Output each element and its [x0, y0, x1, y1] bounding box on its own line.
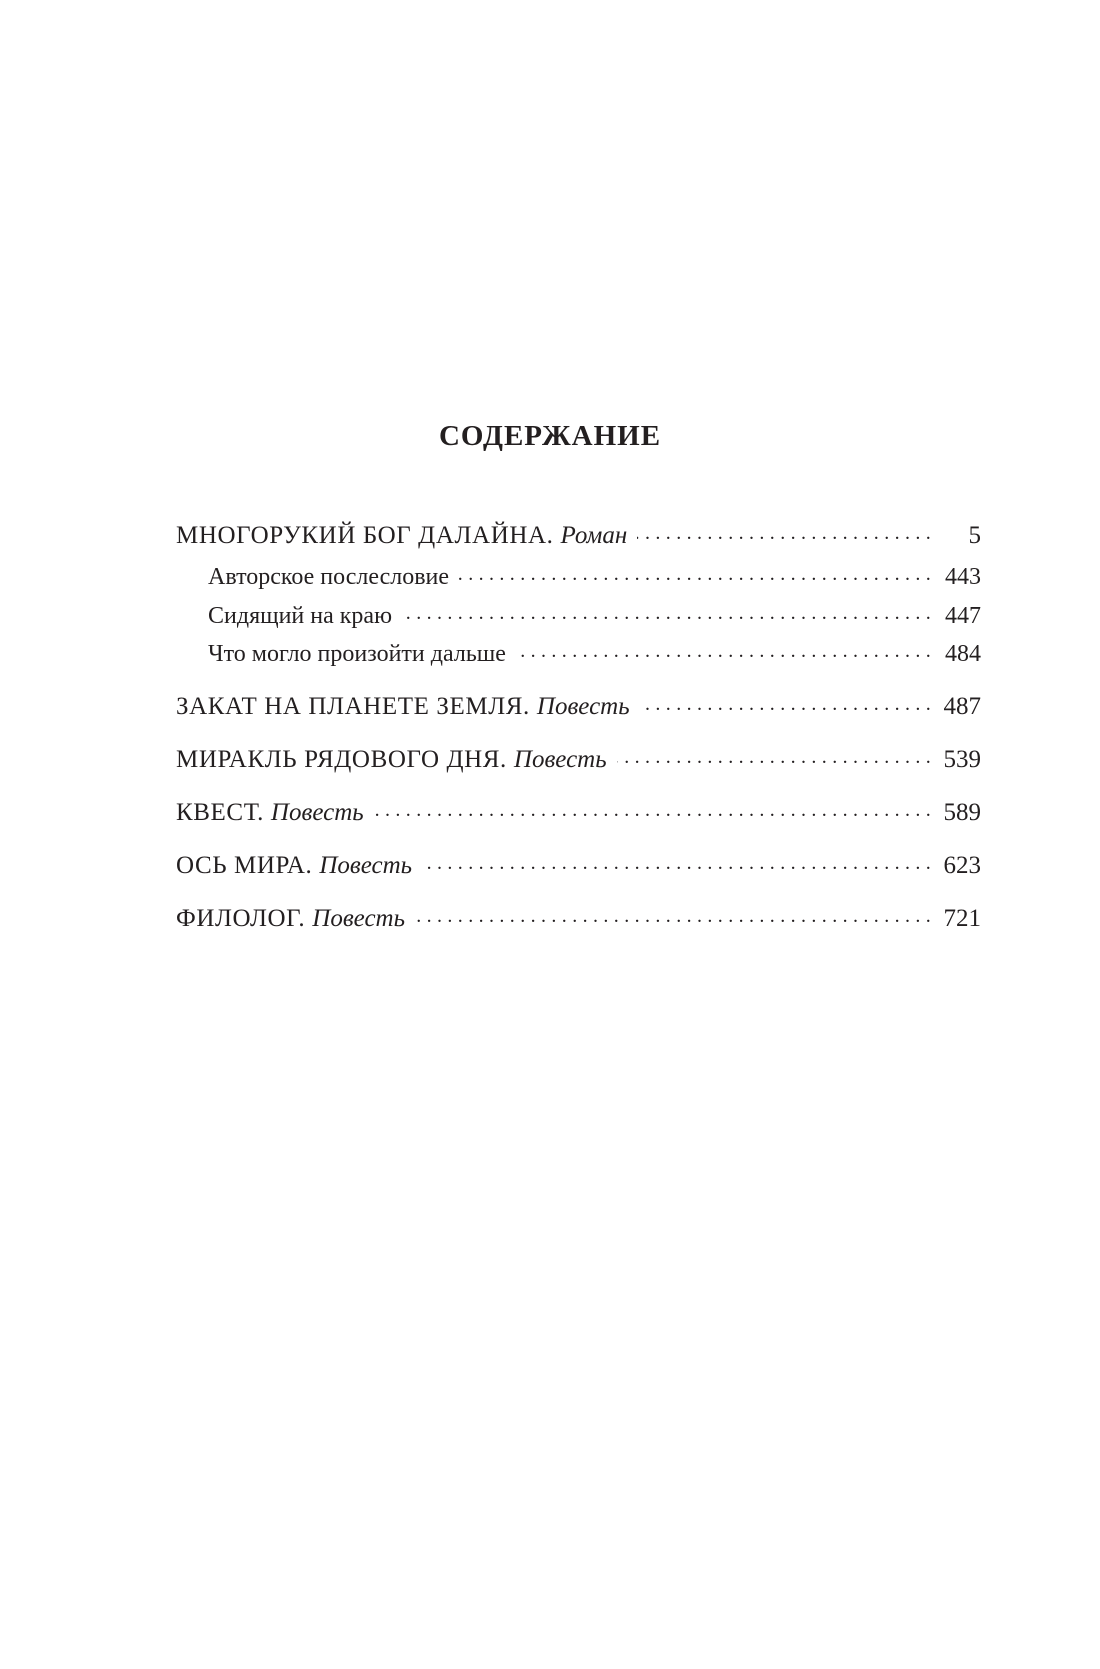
toc-entry — [176, 903, 981, 935]
entry-title: ФИЛОЛОГ. — [176, 905, 306, 932]
dot-leader — [459, 564, 931, 584]
entry-page-number: 5 — [968, 522, 981, 549]
entry-genre: Повесть — [319, 852, 413, 879]
entry-page-number: 484 — [945, 641, 981, 667]
dot-leader — [516, 641, 931, 661]
entry-page-number: 447 — [945, 603, 981, 629]
dot-leader — [415, 906, 931, 926]
entry-page-number: 589 — [943, 799, 981, 826]
entry-title: Авторское послесловие — [208, 564, 450, 590]
entry-page-number: 539 — [943, 746, 981, 773]
entry-title: Что могло произойти дальше — [208, 641, 506, 667]
entry-page-number: 443 — [945, 564, 981, 590]
dot-leader — [640, 694, 931, 714]
dot-leader — [422, 853, 931, 873]
entry-genre: Повесть — [513, 746, 607, 773]
entry-page-number: 487 — [943, 693, 981, 720]
entry-title: Сидящий на краю — [208, 603, 393, 629]
entry-title: ОСЬ МИРА. — [176, 852, 313, 879]
entry-page-number: 623 — [943, 852, 981, 879]
page-title: СОДЕРЖАНИЕ — [438, 420, 662, 452]
toc-subentry — [208, 600, 981, 632]
entry-page-number: 721 — [943, 905, 981, 932]
entry-genre: Повесть — [312, 905, 405, 932]
toc-entry — [176, 744, 981, 776]
entry-genre: Повесть — [270, 799, 364, 826]
toc-subentry — [208, 638, 981, 670]
entry-genre: Роман — [560, 522, 628, 549]
entry-title: ЗАКАТ НА ПЛАНЕТЕ ЗЕМЛЯ. — [176, 693, 530, 720]
entry-title: МИРАКЛЬ РЯДОВОГО ДНЯ. — [176, 746, 507, 773]
dot-leader — [617, 747, 931, 767]
toc-entry — [176, 691, 981, 723]
toc-subentry — [208, 561, 981, 593]
toc-entry — [176, 850, 981, 882]
dot-leader — [374, 800, 931, 820]
entry-genre: Повесть — [536, 693, 630, 720]
entry-title: КВЕСТ. — [176, 799, 264, 826]
entry-title: МНОГОРУКИЙ БОГ ДАЛАЙНА. — [176, 522, 554, 549]
toc-entry — [176, 797, 981, 829]
dot-leader — [637, 523, 931, 543]
dot-leader — [402, 603, 931, 623]
toc-entry — [176, 520, 981, 552]
